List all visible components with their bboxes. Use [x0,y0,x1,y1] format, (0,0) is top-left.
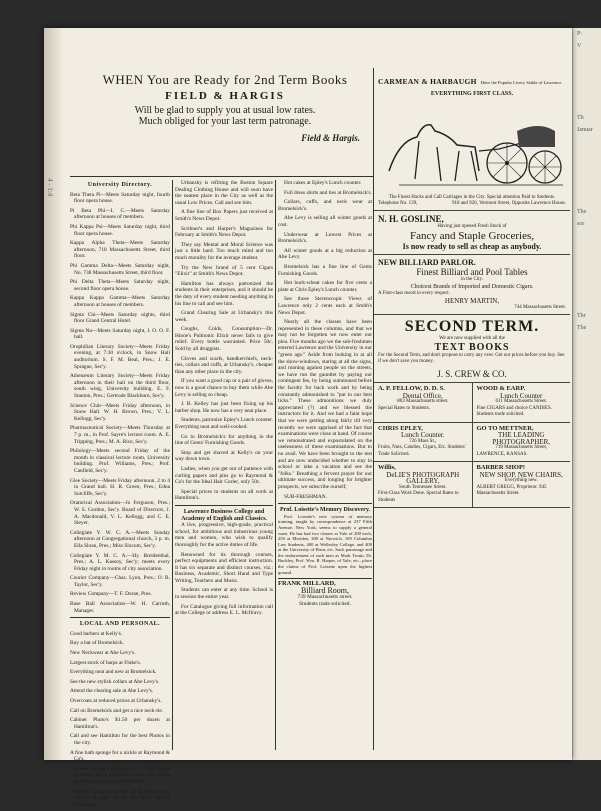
col3-paragraph-7: Hot buck-wheat cakes for five cents a plate at Chris Epley's Lunch counter. [278,280,372,293]
gosline-groceries: Fancy and Staple Groceries, [409,230,534,242]
local-item-7: Overcoats at reduced prices at Urbansky's. [70,698,162,704]
col2-paragraph-6: Grand Clearing Sale at Urbansky's this week. [175,310,273,323]
adjacent-snippet-5: sor [577,221,585,227]
directory-entry-12: Pharmaceutical Society—Meets Thursday at 7 p. m., in Prof. Sayre's lecture room. A. E. Tripping, Pres.; M. A. Rice, Sec'y. [70,425,170,445]
second-term-textbooks: TEXT BOOKS [434,342,510,353]
horse-carriage-illustration [379,101,565,193]
col2-paragraph-0: Urbansky is refitting the Boston Square Dealing Clothing House and will soon have the neatest place in the City as well as the usual Low Prices. Call and see him. [175,180,273,206]
gosline-line1: Having just opened Fresh Stock of [437,224,507,229]
directory-entry-16: Collegiate Y. W. C. A.—Meets Sunday afternoon at Congregational church, 3 p. m. Ella Sloan, Pres.; Miss Slocum, Sec'y. [70,529,170,549]
billiard-owner: HENRY MARTIN, [444,297,500,305]
column-directory [70,180,170,811]
col2-paragraph-15: Special prices to students on all work at Hamilton's. [175,488,273,502]
frank-rule [278,578,372,579]
carmean-footer: The Finest Hacks and Call Carriages in the City. Special attention Paid to Students. [388,195,556,200]
local-item-2: New Neckwear at Abe Levy's. [70,650,136,657]
carmean-sub: EVERYTHING FIRST CLASS. [430,91,514,97]
adjacent-snippet-1: V [577,43,582,49]
col3-rule [278,503,372,504]
col2-paragraph-14: Ladies, when you get out of patience with curling papers and pins go to Raymond & Co's for the Ideal Hair Curler, only 50c. [175,465,273,486]
directory-entry-8: Sigma Nu—Meets Saturday night, I. O. O. F. hall. [70,327,170,341]
small-ads-row [374,462,570,508]
adjacent-snippet-6: Thr [577,313,586,319]
ad-name: BARBER SHOP! [476,464,526,471]
directory-entry-5: Phi Delta Theta—Meets Saturday night, second floor opera house. [70,279,170,292]
small-ad-right [473,423,571,462]
directory-entry-0: Beta Theta Pi—Meets Saturday night, fourth floor opera house. [70,191,170,205]
business-college-paragraph-3: For Catalogue giving full information call at the College or address E. L. McIlravy. [175,603,273,617]
col2-paragraphs [175,180,273,502]
ad-name: GO TO METTNER, [476,424,534,432]
carmean-contact [378,201,566,207]
business-college-paragraph-1: Renowned for its thorough courses, perfect equipments and efficient instruction. It has six separate and distinct courses, viz.: Business, Academic, Short Hand and Type Writing, Teachers and Music. [175,551,273,584]
col2-paragraph-7: Coughs, Colds, Consumption—Dr. Hinoe's Pulmonic Elixir never fails to give relief. Every bottle warranted. Price 50c. Sold by all druggists. [175,326,273,353]
adjacent-snippet-3: Januar [577,127,593,133]
local-item-1: Buy a bat of Bromelsick. [70,640,125,647]
ad-address: 803 Massachusetts street. [397,399,449,404]
small-ad-left [374,423,473,462]
directory-rule [70,617,170,618]
carmean-tagline: Have the Popular Livery Stable of Lawrence. [480,80,563,85]
small-ad-right [473,462,571,507]
adjacent-snippet-4: The [577,209,587,215]
business-college-title: Lawrence Business College and Academy of English and Classics. [181,508,267,522]
ad-title: Dental Office, [402,391,443,400]
header-rule [70,176,374,177]
directory-entry-1: Pi Beta Phi—I. C.—Meets Saturday afternoon at houses of members. [70,207,170,221]
adjacent-snippet-0: P: [577,31,583,37]
ad-title: NEW SHOP, NEW CHAIRS, [479,470,563,479]
local-list [70,631,170,808]
ad-name: WOOD & EARP. [476,385,526,392]
small-ad-left [374,383,473,422]
page-gutter [44,28,62,760]
directory-entry-14: Glee Society—Meets Friday afternoon, 2 to 4 in Grand hall. H. R. Green, Pres.; Edna Sutcliffe, Sec'y. [70,477,170,497]
frank-note: Students trade solicited. [299,601,351,608]
col3-paragraph-3: Abe Levy is selling all winter goods at cost. [278,215,372,228]
directory-entry-10: Athenæum Literary Society—Meets Friday afternoon in their hall on the third floor, south wing, University building. E. F. Stanton, Pres.; Gertrude Blackburn, Sec'y. [70,373,170,400]
directory-entry-20: Base Ball Association—W. H. Carruth, Manager. [70,601,170,614]
frank-title: Billiard Room, [301,585,349,595]
small-ad-left [374,462,473,507]
ad-name: Willis, [378,464,396,471]
second-term-ad [374,315,570,383]
directory-entry-6: Kappa Kappa Gamma—Meets Saturday afternoon at houses of members. [70,295,170,308]
local-item-9: Cabinet Photo's $1.50 per dozen at Hamilton's. [70,717,170,730]
business-college-paragraph-2: Students can enter at any time. School is in session the entire year. [175,587,273,601]
business-college-paragraph-0: A live, progressive, high-grade, practical school, for ambitious and industrious young men and women, who wish to qualify thoroughly for the active duties of life. [175,522,273,548]
col3-paragraph-6: Bromelsick has a fine line of Gents Furnishing Goods. [278,263,372,277]
frank-name: FRANK MILLARD, [278,580,336,588]
gosline-cheap: Is now ready to sell as cheap as anybody. [402,242,542,251]
ad-signature: Field & Hargis. [301,133,360,143]
col3-paragraph-0: Hot cakes at Epley's Lunch counter. [284,180,362,186]
directory-entry-17: Collegiate Y. M. C. A.—Hy. Breidenthal, Pres.; A. L. Kassoy, Sec'y; meets every Friday night in rooms of city association. [70,552,170,572]
billiard-parlor-ad [374,255,570,315]
col2-paragraph-8: Gloves and scarfs, handkerchiefs, neck-ties, collars and cuffs, at Urbansky's, cheaper than any other place in the city. [175,355,273,375]
ad-note: First-Class Work Done. Special Rates to Students [378,491,459,503]
ads-column [374,68,570,508]
column-three [278,180,372,608]
side-margin-text: 4 - 1:4 [46,178,54,197]
ad-address: South Tennessee Street. [399,484,447,490]
col3-paragraph-9: Nearly all the classes have been represented in these columns, and that we may not be forgotten we now enter our plea. Five months ago we the sub-freshmen entered Lawrence and the University in our "green age." Aside from looking in at all the show-windows, staring at all the signs, and running against people on the streets, we have run the gauntlet by paying our contingent fee, by being summoned before the faculty for back work and by being constantly admonished to "put in our best licks." These admonitions we duly appreciated (?) and we blessed the instructors for it. And we had a faint hope that we were getting along fairly till very recently we were apprised of the fact that examinations were close at hand. Of course we remonstrated and expostulated on the uselessness of these examinations. But to no avail. We have been brought to the test and are now undecided whether to stay in school or take a vacation and see the "folks." Breathing a fervent prayer for our ultimate success, and longing for brighter prospects, we subscribe ourself, [278,319,372,490]
local-item-11: A fine bath sponge for a nickle at Raymond & Co's. [70,749,170,763]
ad-headline: WHEN You are Ready for 2nd Term Books [102,72,348,87]
carmean-telephone: Telephone No. 139, [378,201,418,206]
adjacent-snippet-2: Th [577,115,584,121]
carmean-title: CARMEAN & HARBAUGH [378,77,477,86]
directory-entry-4: Phi Gamma Delta—Meets Saturday night, No. 738 Massachusetts Street, third floor. [70,262,170,276]
second-term-line2: For the Second Term, and don't propose to carry any over. Get our prices before you buy. See if we don't save you money. [378,353,565,364]
directory-entry-9: Orophilian Literary Society—Meets Friday evening, at 7:30 o'clock, in Snow Hall auditorium. S. F. M. Beal, Pres.; J. E. Sprague, Sec'y. [70,343,170,370]
local-item-5: See the new stylish collars at Abe Levy's. [70,678,160,685]
small-ads-grid [374,383,570,508]
column-two [175,180,273,620]
col2-paragraph-13: Stop and get shaved at Kelly's on your way down town. [175,449,273,463]
directory-entry-3: Kappa Alpha Theta—Meets Saturday afternoon, 718 Massachusetts Street, third floor. [70,240,170,260]
ad-address: Everything new. [504,478,538,483]
ad-address: 719 Massachusetts Street, [495,445,548,450]
directory-list [70,192,170,615]
newspaper-page [44,28,572,808]
col3-paragraph-2: Collars, cuffs, and neck wear at Bromelsick's. [278,199,372,212]
local-item-0: Good barbers at Kelly's. [70,630,123,637]
second-term-title: SECOND TERM. [404,318,540,335]
col3-paragraph-4: Underwear at Lowest Prices at Bromelsick's. [278,231,372,245]
second-term-firm: J. S. CREW & CO. [437,369,507,379]
ad-line-supply: Will be glad to supply you at usual low rates. [134,105,316,116]
local-item-6: Attend the clearing sale at Abe Levy's. [70,688,154,695]
directory-entry-13: Philology—Meets second Friday of the month in classical lecture room, University building. Prof. Williams, Pres.; Prof. Canfield, Sec'y. [70,448,170,474]
billiard-line4: A First-class resort in every respect. [378,291,450,296]
col2-paragraph-12: Go to Bromelsick's for anything in the line of Gents' Furnishing Goods. [175,433,273,447]
ad-address: 726 Mass St., [409,438,437,444]
ad-title: Lunch Counter [500,391,543,400]
col3-paragraph-10: SUB-FRESHMAN. [284,493,327,500]
ad-firm-name: FIELD & HARGIS [165,90,285,102]
billiard-address: 744 Massachusetts Street. [514,305,566,310]
col2-paragraph-3: They say Mental and Moral Science was just a little hard. Too much mind and too much morality for the average student. [175,241,273,261]
gosline-ad [374,211,570,255]
ad-note: Fruits, Nuts, Candies, Cigars, Etc. Students' Trade Solicited. [378,445,466,457]
ad-name: A. P. FELLOW, D. D. S. [378,385,445,392]
ad-note: Fine CIGARS and choice CANDIES. Students trade solicited. [476,405,552,417]
col3-paragraph-1: Full dress shirts and ties at Bromelsick's. [284,189,372,196]
memory-text: Prof. Loisette's new system of memory training, taught by correspondence at 237 Fifth Avenue, New York, seems to supply a general want. He has had two classes at Yale of 200 each, 250 at Meriden, 300 at Norwich, 100 Columbia Law Students, 400 at Wellesley College, and 400 at the University of Penn, etc. Such patronage and the endorsement of such men as Mark Twain, Dr. Buckley, Prof. Wm. R. Harper, of Yale, etc., place the claims of Prof. Loisette upon the highest ground. [278,513,372,575]
col2-paragraph-2: Scribner's and Harper's Magazines for February at Smith's News Depot. [175,225,273,239]
local-item-10: Call and see Hamilton for the best Photos in the city. [70,733,170,746]
gosline-name: N. H. GOSLINE, [378,214,444,224]
local-item-13: Urbansky wants no profit, he is selling now simply to get rid of his stock before invoicing. [70,788,170,808]
local-item-3: Largest stock of harps at Fluke's. [70,659,141,666]
col2-rule [175,505,273,506]
ad-address: 611 Massachusetts Street. [495,399,548,404]
small-ad-right [473,383,571,422]
ad-name: CHRIS EPLEY, [378,424,423,432]
directory-entry-2: Phi Kappa Psi—Meets Saturday night, third floor opera house. [70,223,170,237]
local-item-4: Everything neat and new at Bromelsick. [70,669,157,676]
carmean-ad [374,68,570,211]
column-rule-2 [275,180,276,750]
adjacent-page [572,28,601,760]
ad-line-thanks: Much obliged for your last term patronage. [138,116,312,127]
memory-title: Prof. Loisette's Memory Discovery. [279,507,371,514]
column-rule-1 [172,180,173,750]
ad-note: LAWRENCE, KANSAS. [476,451,528,457]
directory-entry-19: Review Company—T. F. Doran, Pres. [70,591,152,598]
billiard-line1: Finest Billiard and Pool Tables [416,267,528,277]
ad-note: ALBERT GREGG, Proprietor. 945 Massachusetts Street. [476,484,547,496]
carmean-address: 918 and 920, Vermont Street, Opposite Lawrence House. [451,201,566,206]
col2-paragraph-5: Hamilton has always patronized the students in their enterprises, and it should be the duty of every student needing anything in his line to call and see him. [175,280,273,307]
small-ads-row [374,423,570,463]
col2-paragraph-1: A fine line of Box Papers just received at Smith's News Depot. [175,209,273,222]
field-hargis-ad [70,68,380,173]
directory-entry-7: Sigma Chi—Meets Saturday nights, third floor Grand Central Hotel. [70,311,170,325]
frank-address: 739 Massachusetts street. [297,594,353,601]
directory-entry-11: Science Club—Meets Friday afternoon, in Snow Hall. W. H. Brown, Pres.; V. L. Kellogg, Sec'y. [70,402,170,422]
ad-note: Special Rates to Students. [378,405,430,411]
col2-paragraph-4: Try the New brand of 5 cent Cigars "Elixir" at Smith's News Depot. [175,264,273,278]
ad-title: Lunch Counter. [400,431,445,439]
billiard-line2: in the City. [460,277,484,282]
billiard-title: NEW BILLIARD PARLOR. [378,258,476,267]
col2-paragraph-10: J. B. Kelley has just been fixing up his barber shop. He now has a very neat place. [175,401,273,414]
adjacent-snippet-7: The [577,325,587,331]
directory-entry-18: Courier Company—Chas. Lyon, Pres.; O. B. Taylor, Sec'y. [70,575,170,588]
directory-entry-15: Oratorical Association—Jo Ferguson, Pres.; W. S. Gordon, Sec'y. Board of Directors, J. A. Macdonald, V. L. Kellogg, and C. E. Sleyer. [70,500,170,527]
directory-title: University Directory. [87,182,153,188]
col3-paragraph-5: All winter goods at a big reduction at Abe Levy. [278,247,372,261]
business-college-text [175,522,273,617]
local-item-12: Just now we are cutting prices on table linens to reduce stock and raise money. Cut prices all through the house. WATKINS. [70,765,170,785]
ad-title: THE LEADING PHOTOGRAPHER, [492,431,551,446]
col3-paragraphs [278,180,372,500]
second-term-line1: We are now supplied with all the [439,336,505,341]
col2-paragraph-9: If you want a good cap or a pair of gloves, now is a good chance to buy them while Abe Levy is selling so cheap. [175,378,273,398]
local-title: LOCAL AND PERSONAL. [79,621,161,628]
local-item-8: Call on Bromelsick and get a nice neck-tie. [70,707,164,714]
billiard-line3: Choicest Brands of Imported and Domestic Cigars. [410,284,534,290]
col3-paragraph-8: See those Stereoscopic Views of Lawrence only 2 cents each at Smith's News Depot. [278,296,372,316]
col2-paragraph-11: Students, patronize Epley's Lunch counter. Everything neat and well-cooked. [175,417,273,430]
ad-title: DeLIE'S PHOTOGRAPH GALLERY, [386,470,460,485]
small-ads-row [374,383,570,423]
